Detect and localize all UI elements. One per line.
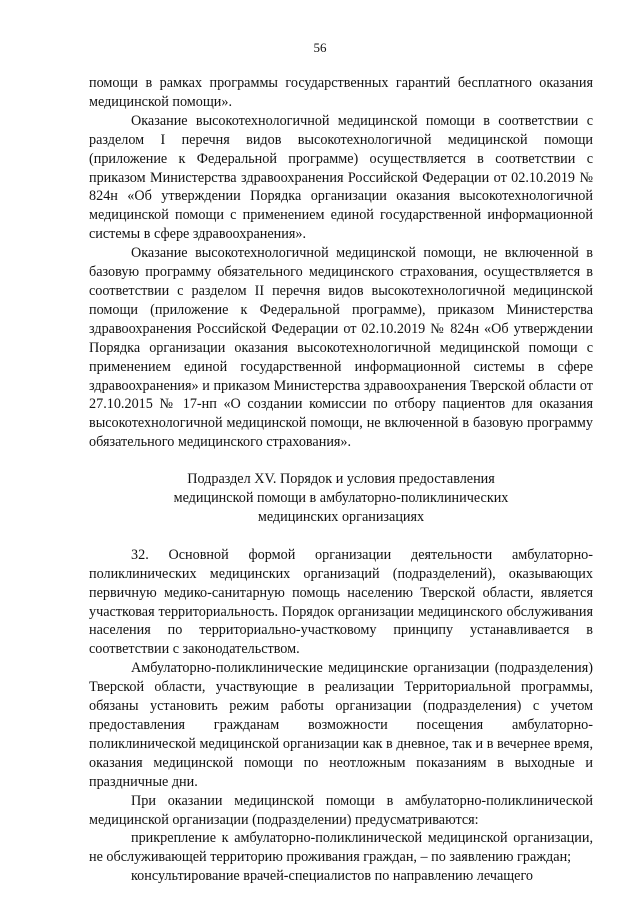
section-heading-line: медицинских организациях (257, 508, 425, 525)
paragraph-continuation: помощи в рамках программы государственных гарантий бесплатного оказания медицинской помощи». (89, 75, 593, 110)
page-number: 56 (313, 40, 327, 55)
section-heading (89, 470, 593, 527)
section-heading-line: медицинской помощи в амбулаторно-поликлинических (173, 490, 509, 507)
paragraph-consultation: консультирование врачей-специалистов по направлению лечащего (131, 868, 534, 885)
document-body (89, 74, 593, 886)
paragraph-working-hours: Амбулаторно-поликлинические медицинские организации (подразделения) Тверской области, участвующие в реализации Территориальной программы, обязаны установить режим работы организации (подразделения) с учетом предоставления гражданам возможности посещения амбулаторно-поликлинической медицинской организации как в дневное, так и в вечернее время, оказания медицинской помощи по неотложным показаниям в выходные и праздничные дни. (89, 660, 593, 790)
section-heading-line: Подраздел XV. Порядок и условия предоставления (187, 471, 495, 488)
paragraph-hightech-section-1: Оказание высокотехнологичной медицинской помощи в соответствии с разделом I перечня видов высокотехнологичной медицинской помощи (приложение к Федеральной программе) осуществляется в соответствии с приказом Министерства здравоохранения Российской Федерации от 02.10.2019 № 824н «Об утверждении Порядка организации оказания высокотехнологичной медицинской помощи с применением единой государственной информационной системы в сфере здравоохранения». (89, 112, 593, 243)
paragraph-attachment: прикрепление к амбулаторно-поликлинической медицинской организации, не обслуживающей территорию проживания граждан, – по заявлению граждан; (89, 830, 593, 866)
paragraph-provisions-intro: При оказании медицинской помощи в амбулаторно-поликлинической медицинской организации (подразделении) предусматриваются: (89, 792, 593, 828)
paragraph-hightech-section-2: Оказание высокотехнологичной медицинской помощи, не включенной в базовую программу обязательного медицинского страхования, осуществляется в соответствии с разделом II перечня видов высокотехнологичной медицинской помощи (приложение к Федеральной программе), приказом Министерства здравоохранения Российской Федерации от 02.10.2019 № 824н «Об утверждении Порядка организации оказания высокотехнологичной медицинской помощи с применением единой государственной информационной системы в сфере здравоохранения» и приказом Министерства здравоохранения Тверской области от 27.10.2015 № 17-нп «О создании комиссии по отбору пациентов для оказания высокотехнологичной медицинской помощи, не включенной в базовую программу обязательного медицинского страхования». (89, 245, 593, 451)
paragraph-item-32: 32. Основной формой организации деятельности амбулаторно-поликлинических медицинских организаций (подразделений), оказывающих первичную медико-санитарную помощь населению Тверской области, является участковая территориальность. Порядок организации медицинского обслуживания населения по территориально-участковому принципу устанавливается в соответствии с законодательством. (89, 546, 593, 658)
